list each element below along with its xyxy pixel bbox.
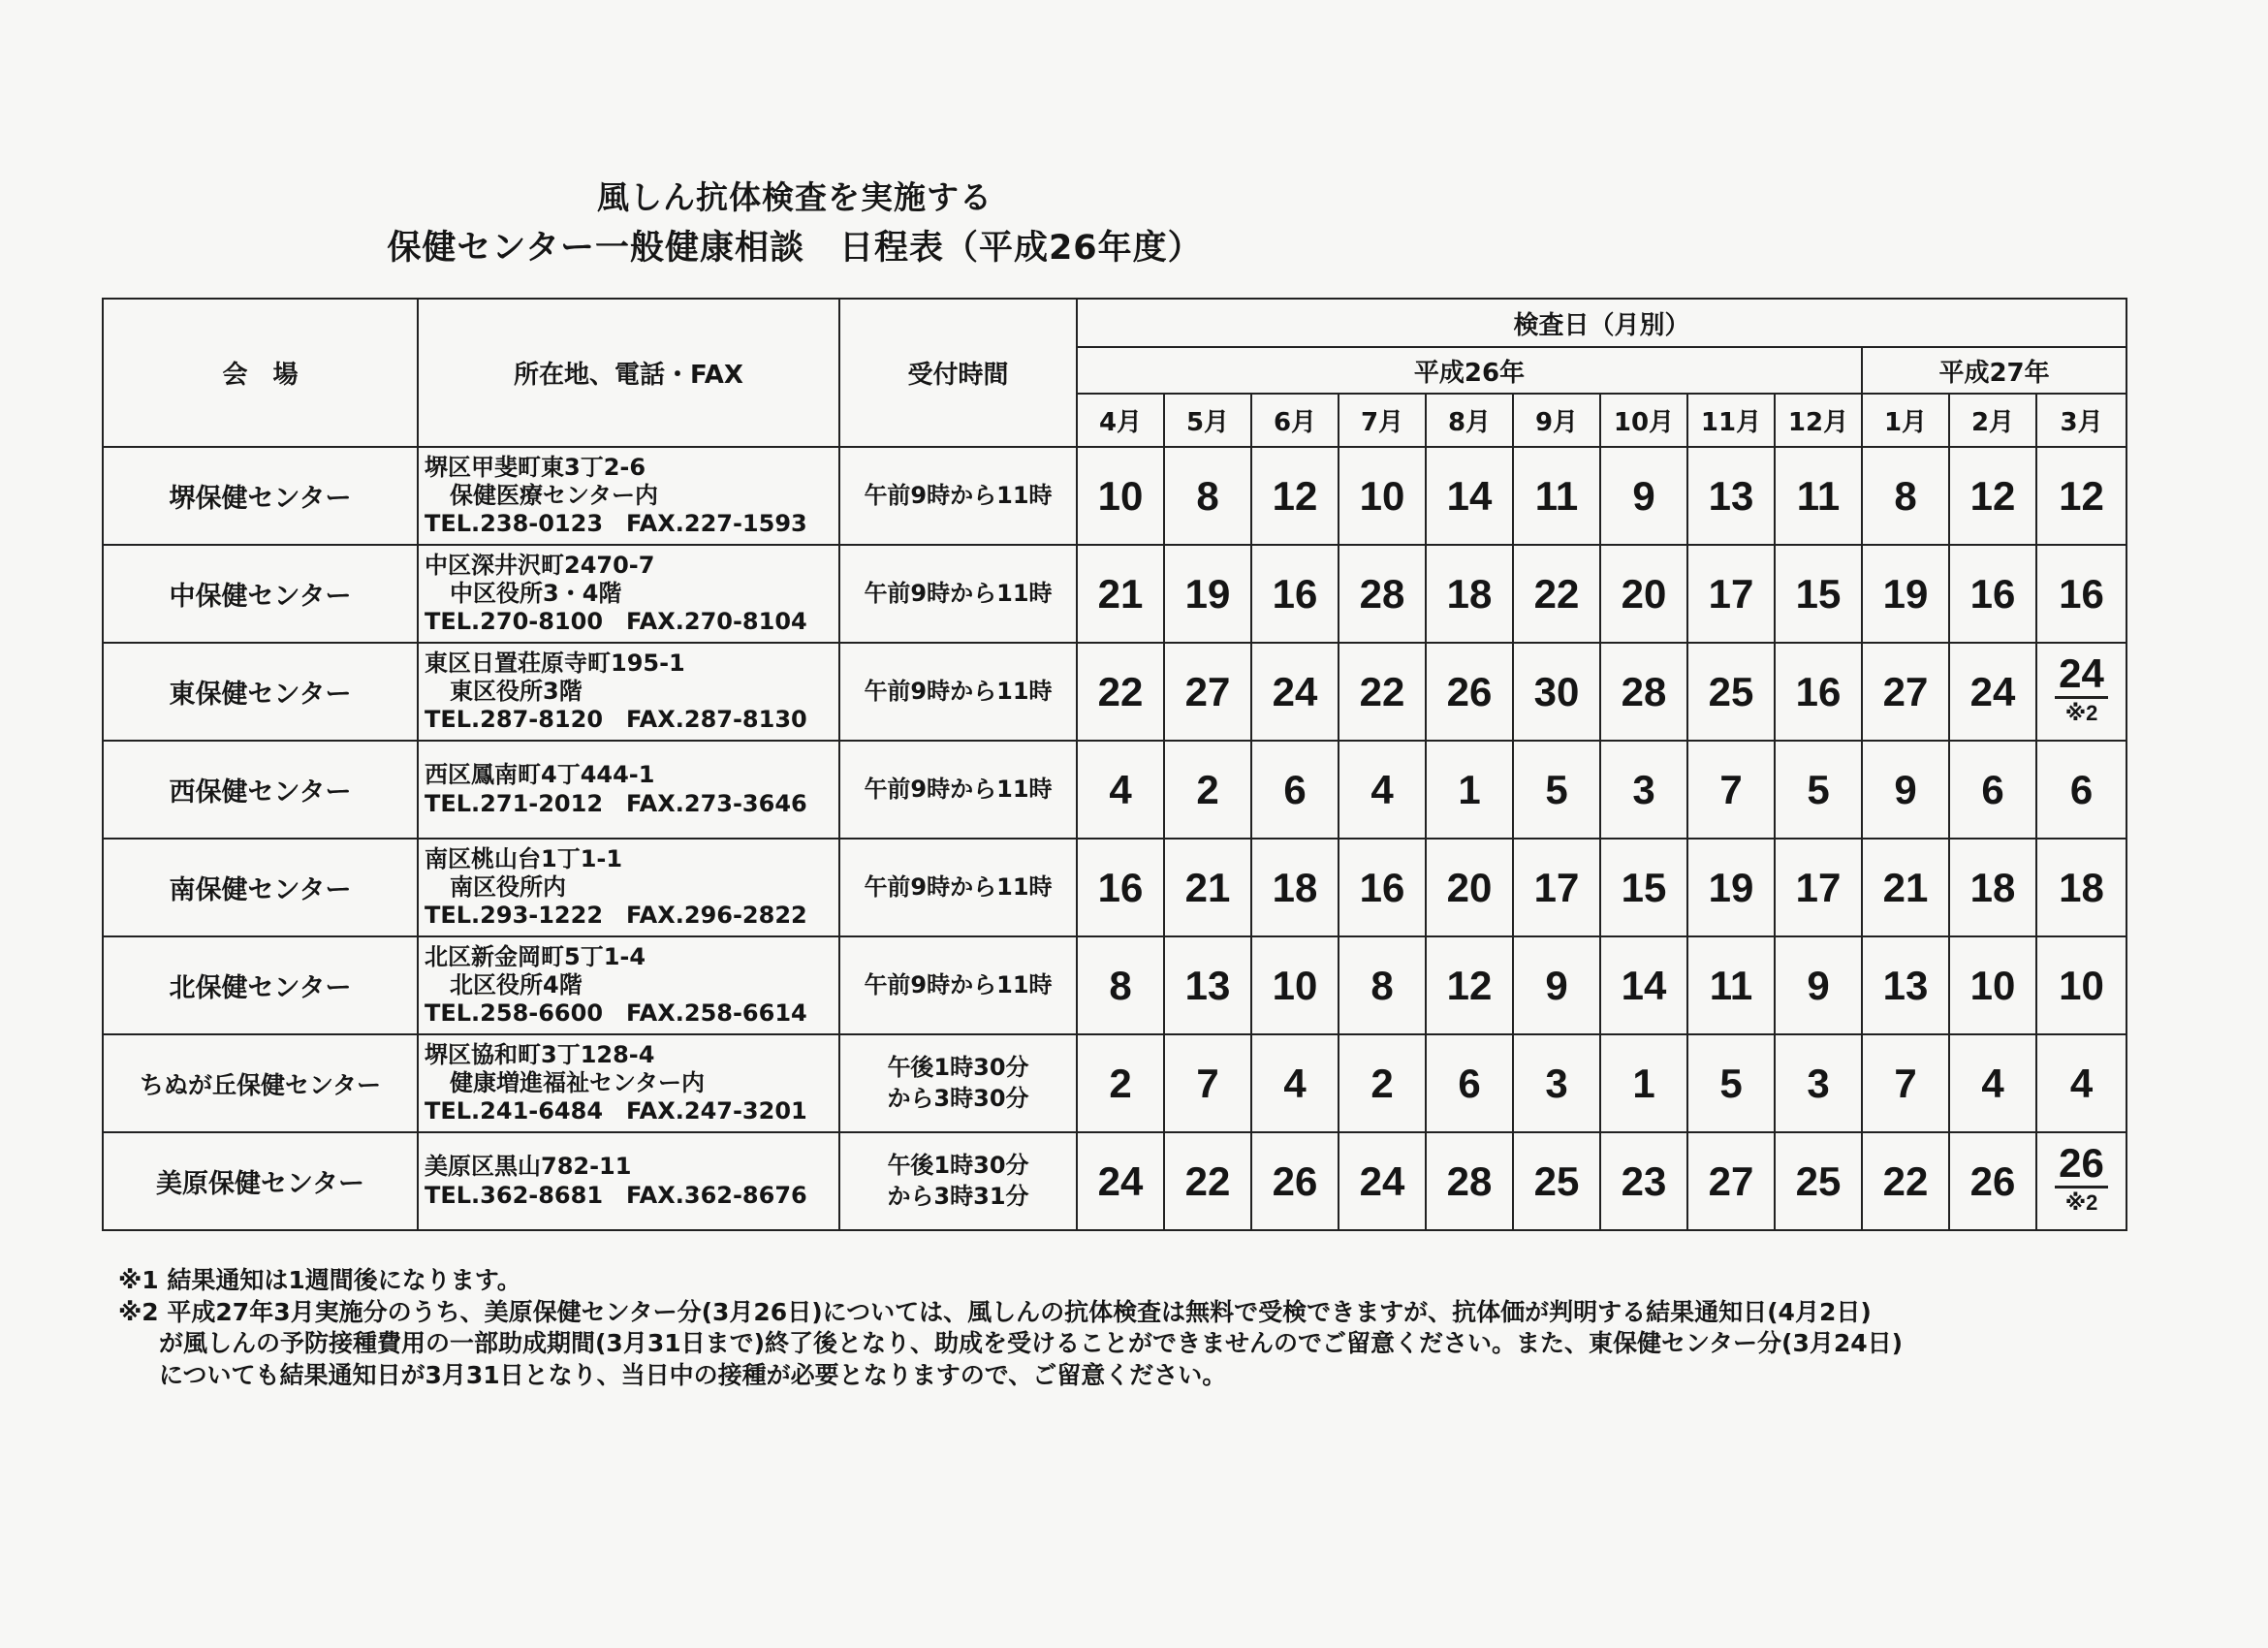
exam-day-cell: 30 — [1513, 643, 1600, 741]
exam-day-cell: 15 — [1775, 545, 1862, 643]
note-mark: ※2 — [2064, 1190, 2098, 1215]
time-line: から3時31分 — [887, 1182, 1029, 1210]
exam-day-cell: 10 — [1949, 936, 2036, 1034]
venue-address — [418, 741, 839, 839]
exam-day-cell: 27 — [1687, 1132, 1775, 1230]
address-line: 中区深井沢町2470-7 — [425, 551, 655, 579]
document-title-line1: 風しん抗体検査を実施する — [597, 178, 992, 216]
exam-day-cell: 26 — [1251, 1132, 1339, 1230]
footnote-2: ※2 平成27年3月実施分のうち、美原保健センター分(3月26日)については、風しんの抗体検査は無料で受検できますが、抗体価が判明する結果通知日(4月2日) — [118, 1297, 1872, 1326]
time-line: 午前9時から11時 — [864, 677, 1053, 705]
header-month: 6月 — [1251, 394, 1339, 447]
exam-day-cell: 19 — [1687, 839, 1775, 936]
exam-day-cell: 6 — [1949, 741, 2036, 839]
venue-name: ちぬが丘保健センター — [103, 1034, 418, 1132]
exam-day-cell: 16 — [1251, 545, 1339, 643]
exam-day-cell: 19 — [1164, 545, 1251, 643]
exam-day-cell: 1 — [1426, 741, 1513, 839]
table-row — [103, 839, 2126, 936]
header-month: 3月 — [2036, 394, 2126, 447]
footnote-2-continued: が風しんの予防接種費用の一部助成期間(3月31日まで)終了後となり、助成を受けることができませんのでご留意ください。また、東保健センター分(3月24日) — [159, 1329, 1904, 1357]
address-line: TEL.271-2012 FAX.273-3646 — [425, 789, 807, 817]
exam-day-cell: 12 — [2036, 447, 2126, 545]
exam-day-cell: 20 — [1426, 839, 1513, 936]
exam-day-cell: 26 — [1426, 643, 1513, 741]
exam-day-cell: 11 — [1687, 936, 1775, 1034]
exam-day-cell: 27 — [1862, 643, 1949, 741]
reception-time — [839, 741, 1077, 839]
exam-day-cell: 26 — [1949, 1132, 2036, 1230]
exam-day-cell: 16 — [1949, 545, 2036, 643]
header-month: 9月 — [1513, 394, 1600, 447]
exam-day-cell: 14 — [1426, 447, 1513, 545]
footnote-1: ※1 結果通知は1週間後になります。 — [118, 1266, 521, 1294]
address-line: 美原区黒山782-11 — [425, 1153, 632, 1181]
exam-day-cell: 22 — [1513, 545, 1600, 643]
exam-day-cell: 15 — [1600, 839, 1687, 936]
time-line: 午前9時から11時 — [864, 579, 1053, 607]
exam-day-cell-noted — [2036, 643, 2126, 741]
header-month: 1月 — [1862, 394, 1949, 447]
exam-day-cell: 16 — [2036, 545, 2126, 643]
exam-day-cell: 25 — [1513, 1132, 1600, 1230]
header-venue: 会 場 — [103, 299, 418, 447]
header-month: 8月 — [1426, 394, 1513, 447]
exam-day-cell: 18 — [1949, 839, 2036, 936]
exam-day-cell: 25 — [1687, 643, 1775, 741]
exam-day-cell: 28 — [1426, 1132, 1513, 1230]
exam-day-cell: 17 — [1775, 839, 1862, 936]
address-line: TEL.241-6484 FAX.247-3201 — [425, 1097, 807, 1125]
exam-day-cell: 6 — [1251, 741, 1339, 839]
exam-day-cell: 2 — [1164, 741, 1251, 839]
exam-day-cell: 11 — [1513, 447, 1600, 545]
exam-day-cell: 22 — [1164, 1132, 1251, 1230]
exam-day-cell: 5 — [1687, 1034, 1775, 1132]
venue-address — [418, 936, 839, 1034]
exam-day-cell: 24 — [1251, 643, 1339, 741]
reception-time — [839, 643, 1077, 741]
exam-day-cell: 6 — [2036, 741, 2126, 839]
exam-day-cell: 12 — [1426, 936, 1513, 1034]
exam-day-cell: 24 — [1949, 643, 2036, 741]
header-year-h26: 平成26年 — [1077, 347, 1862, 394]
reception-time — [839, 447, 1077, 545]
exam-day-cell: 4 — [1339, 741, 1426, 839]
exam-day-cell: 4 — [2036, 1034, 2126, 1132]
address-line: TEL.293-1222 FAX.296-2822 — [425, 902, 807, 930]
venue-address — [418, 1132, 839, 1230]
exam-day-cell: 18 — [1251, 839, 1339, 936]
exam-day-cell: 10 — [2036, 936, 2126, 1034]
exam-day-cell: 7 — [1862, 1034, 1949, 1132]
reception-time — [839, 1132, 1077, 1230]
exam-day-cell: 7 — [1687, 741, 1775, 839]
exam-day-cell: 18 — [2036, 839, 2126, 936]
table-row — [103, 1034, 2126, 1132]
exam-day-cell: 1 — [1600, 1034, 1687, 1132]
venue-address — [418, 447, 839, 545]
note-mark: ※2 — [2064, 701, 2098, 725]
venue-name: 美原保健センター — [103, 1132, 418, 1230]
exam-day-cell: 10 — [1077, 447, 1164, 545]
venue-name: 東保健センター — [103, 643, 418, 741]
exam-day-cell: 19 — [1862, 545, 1949, 643]
exam-day-cell: 3 — [1513, 1034, 1600, 1132]
venue-name: 南保健センター — [103, 839, 418, 936]
exam-day-cell: 17 — [1513, 839, 1600, 936]
exam-day-cell: 8 — [1077, 936, 1164, 1034]
address-line: 北区新金岡町5丁1-4 — [425, 942, 646, 970]
table-row — [103, 643, 2126, 741]
venue-name: 北保健センター — [103, 936, 418, 1034]
address-line: TEL.238-0123 FAX.227-1593 — [425, 510, 807, 538]
header-month: 5月 — [1164, 394, 1251, 447]
header-month: 4月 — [1077, 394, 1164, 447]
table-row — [103, 741, 2126, 839]
header-month: 2月 — [1949, 394, 2036, 447]
venue-name: 西保健センター — [103, 741, 418, 839]
schedule-table — [102, 298, 2127, 1231]
exam-day-cell: 14 — [1600, 936, 1687, 1034]
time-line: 午後1時30分 — [887, 1054, 1029, 1082]
exam-day-cell: 25 — [1775, 1132, 1862, 1230]
exam-day-cell: 4 — [1251, 1034, 1339, 1132]
exam-day-cell: 23 — [1600, 1132, 1687, 1230]
table-row — [103, 1132, 2126, 1230]
address-line: TEL.258-6600 FAX.258-6614 — [425, 999, 807, 1028]
exam-day-cell: 4 — [1077, 741, 1164, 839]
exam-day-cell: 2 — [1077, 1034, 1164, 1132]
exam-day-cell: 9 — [1862, 741, 1949, 839]
exam-day-cell: 27 — [1164, 643, 1251, 741]
address-line: 堺区甲斐町東3丁2-6 — [425, 453, 646, 481]
address-line: TEL.287-8120 FAX.287-8130 — [425, 706, 807, 734]
address-line: 保健医療センター内 — [450, 481, 659, 509]
exam-day-cell: 11 — [1775, 447, 1862, 545]
venue-name: 中保健センター — [103, 545, 418, 643]
address-line: 健康増進福祉センター内 — [450, 1068, 706, 1096]
exam-day-cell: 8 — [1164, 447, 1251, 545]
exam-day-cell: 16 — [1077, 839, 1164, 936]
address-line: 中区役所3・4階 — [450, 579, 622, 607]
address-line: TEL.270-8100 FAX.270-8104 — [425, 608, 807, 636]
exam-day-cell: 21 — [1077, 545, 1164, 643]
exam-day-cell: 7 — [1164, 1034, 1251, 1132]
exam-day-cell: 10 — [1251, 936, 1339, 1034]
address-line: 東区役所3階 — [450, 677, 583, 705]
table-row — [103, 545, 2126, 643]
table-row — [103, 447, 2126, 545]
reception-time — [839, 839, 1077, 936]
time-line: から3時30分 — [887, 1084, 1029, 1112]
exam-day-cell: 4 — [1949, 1034, 2036, 1132]
venue-address — [418, 545, 839, 643]
exam-day-cell: 16 — [1775, 643, 1862, 741]
exam-day-cell: 24 — [1339, 1132, 1426, 1230]
time-line: 午前9時から11時 — [864, 775, 1053, 803]
exam-day-cell: 6 — [1426, 1034, 1513, 1132]
exam-day-cell: 17 — [1687, 545, 1775, 643]
exam-day-cell: 10 — [1339, 447, 1426, 545]
exam-day-cell: 13 — [1687, 447, 1775, 545]
exam-day-cell: 21 — [1164, 839, 1251, 936]
exam-day-cell: 12 — [1949, 447, 2036, 545]
venue-address — [418, 643, 839, 741]
header-exam-day: 検査日（月別） — [1077, 299, 2126, 347]
address-line: 南区役所内 — [450, 872, 566, 901]
header-month: 7月 — [1339, 394, 1426, 447]
time-line: 午前9時から11時 — [864, 481, 1053, 509]
header-month: 11月 — [1687, 394, 1775, 447]
venue-address — [418, 839, 839, 936]
time-line: 午前9時から11時 — [864, 872, 1053, 901]
reception-time — [839, 545, 1077, 643]
exam-day-cell: 21 — [1862, 839, 1949, 936]
header-reception-time: 受付時間 — [839, 299, 1077, 447]
address-line: TEL.362-8681 FAX.362-8676 — [425, 1181, 807, 1209]
document-title-line2: 保健センター一般健康相談 日程表（平成26年度） — [387, 229, 1203, 268]
exam-day-cell: 22 — [1862, 1132, 1949, 1230]
exam-day-cell: 18 — [1426, 545, 1513, 643]
exam-day-cell: 9 — [1775, 936, 1862, 1034]
address-line: 西区鳳南町4丁444-1 — [425, 761, 655, 789]
table-row — [103, 936, 2126, 1034]
exam-day-cell: 8 — [1862, 447, 1949, 545]
exam-day-cell: 5 — [1775, 741, 1862, 839]
exam-day-cell: 9 — [1513, 936, 1600, 1034]
reception-time — [839, 936, 1077, 1034]
exam-day-cell: 2 — [1339, 1034, 1426, 1132]
exam-day-cell: 28 — [1600, 643, 1687, 741]
exam-day-cell: 24 — [1077, 1132, 1164, 1230]
header-month: 10月 — [1600, 394, 1687, 447]
venue-address — [418, 1034, 839, 1132]
exam-day-cell: 12 — [1251, 447, 1339, 545]
reception-time — [839, 1034, 1077, 1132]
time-line: 午前9時から11時 — [864, 970, 1053, 998]
exam-day-value: 26 — [2055, 1143, 2108, 1188]
exam-day-cell: 16 — [1339, 839, 1426, 936]
exam-day-cell: 13 — [1862, 936, 1949, 1034]
time-line: 午後1時30分 — [887, 1152, 1029, 1180]
address-line: 堺区協和町3丁128-4 — [425, 1040, 655, 1068]
exam-day-cell: 8 — [1339, 936, 1426, 1034]
address-line: 東区日置荘原寺町195-1 — [425, 649, 685, 677]
venue-name: 堺保健センター — [103, 447, 418, 545]
exam-day-value: 24 — [2055, 653, 2108, 699]
exam-day-cell-noted — [2036, 1132, 2126, 1230]
exam-day-cell: 3 — [1600, 741, 1687, 839]
header-year-h27: 平成27年 — [1862, 347, 2126, 394]
footnote-2-continued: についても結果通知日が3月31日となり、当日中の接種が必要となりますので、ご留意ください。 — [159, 1360, 1227, 1389]
exam-day-cell: 5 — [1513, 741, 1600, 839]
exam-day-cell: 22 — [1077, 643, 1164, 741]
exam-day-cell: 13 — [1164, 936, 1251, 1034]
header-address: 所在地、電話・FAX — [418, 299, 839, 447]
footnotes — [118, 1265, 2183, 1391]
exam-day-cell: 3 — [1775, 1034, 1862, 1132]
exam-day-cell: 22 — [1339, 643, 1426, 741]
address-line: 北区役所4階 — [450, 970, 583, 998]
exam-day-cell: 28 — [1339, 545, 1426, 643]
header-month: 12月 — [1775, 394, 1862, 447]
exam-day-cell: 9 — [1600, 447, 1687, 545]
address-line: 南区桃山台1丁1-1 — [425, 844, 623, 872]
exam-day-cell: 20 — [1600, 545, 1687, 643]
